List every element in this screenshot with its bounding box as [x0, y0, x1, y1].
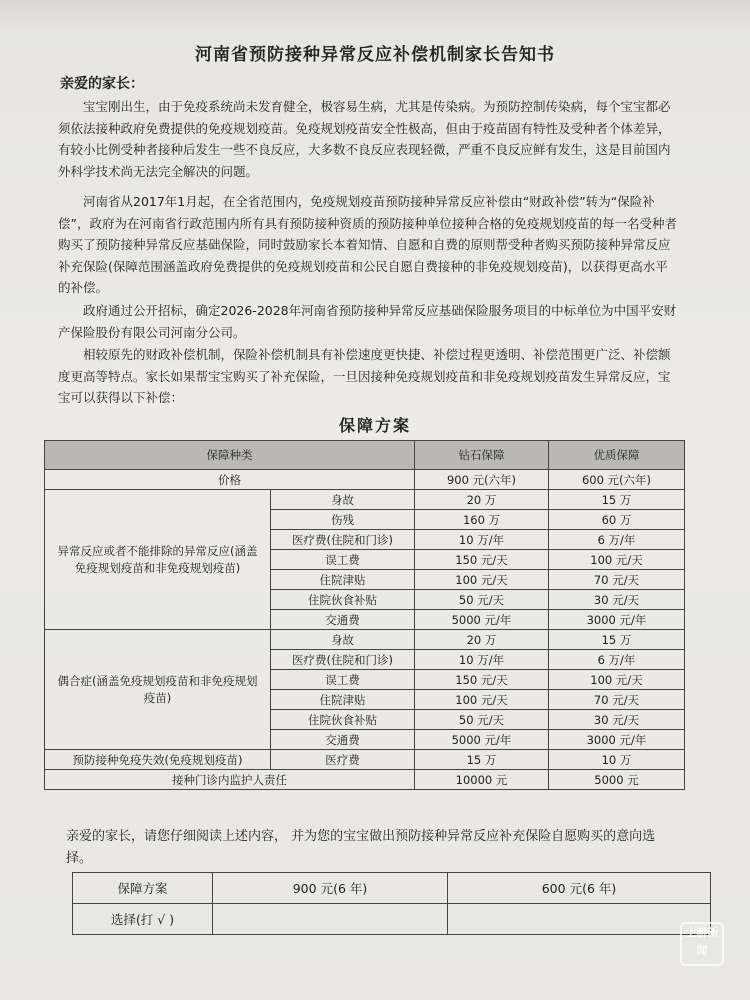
choice-option-900: 900 元(6 年) [213, 873, 448, 904]
liability-diamond: 10000 元 [415, 770, 549, 790]
row-quality: 70 元/天 [549, 570, 685, 590]
table-row-liability [45, 770, 685, 790]
choice-cell-900[interactable] [213, 904, 448, 935]
price-quality: 600 元(六年) [549, 470, 685, 490]
liability-label: 接种门诊内监护人责任 [45, 770, 415, 790]
failure-diamond: 15 万 [415, 750, 549, 770]
row-item: 交通费 [271, 730, 415, 750]
row-item: 伤残 [271, 510, 415, 530]
row-diamond: 100 元/天 [415, 690, 549, 710]
group-1-category: 异常反应或者不能排除的异常反应(涵盖免疫规划疫苗和非免疫规划疫苗) [45, 490, 271, 630]
row-diamond: 20 万 [415, 630, 549, 650]
row-diamond: 50 元/天 [415, 710, 549, 730]
paragraph-2: 河南省从2017年1月起，在全省范围内，免疫规划疫苗预防接种异常反应补偿由“财政补偿”转为“保险补偿”，政府为在河南省行政范围内所有具有预防接种资质的预防接种单位接种合格的免疫规划疫苗的每一名受种者购买了预防接种异常反应基础保险，同时鼓励家长本着知情、自愿和自费的原则帮受种者购买预防接种异常反应补充保险(保障范围涵盖政府免费提供的免疫规划疫苗和公民自愿自费接种的非免疫规划疫苗)，以获得更高水平的补偿。 [58, 194, 677, 295]
row-item: 住院津贴 [271, 690, 415, 710]
row-quality: 15 万 [549, 490, 685, 510]
table-row [45, 630, 685, 650]
choice-select-row [73, 904, 711, 935]
group-2-category: 偶合症(涵盖免疫规划疫苗和非免疫规划疫苗) [45, 630, 271, 750]
table-header-row [45, 441, 685, 470]
row-diamond: 160 万 [415, 510, 549, 530]
row-item: 住院津贴 [271, 570, 415, 590]
row-diamond: 10 万/年 [415, 530, 549, 550]
paragraph-4: 相较原先的财政补偿机制，保险补偿机制具有补偿速度更快捷、补偿过程更透明、补偿范围更广泛、补偿额度更高等特点。家长如果帮宝宝购买了补充保险，一旦因接种免疫规划疫苗和非免疫规划疫苗发生异常反应，宝宝可以获得以下补偿： [58, 347, 671, 405]
failure-item: 医疗费 [271, 750, 415, 770]
row-quality: 3000 元/年 [549, 730, 685, 750]
row-item: 住院伙食补贴 [271, 590, 415, 610]
row-item: 交通费 [271, 610, 415, 630]
news-watermark-logo: 上游新闻 [680, 922, 724, 966]
row-item: 医疗费(住院和门诊) [271, 530, 415, 550]
row-quality: 30 元/天 [549, 710, 685, 730]
table-row-failure [45, 750, 685, 770]
choice-option-600: 600 元(6 年) [448, 873, 711, 904]
row-item: 误工费 [271, 550, 415, 570]
paragraph-3: 政府通过公开招标，确定2026-2028年河南省预防接种异常反应基础保险服务项目的中标单位为中国平安财产保险股份有限公司河南分公司。 [58, 303, 677, 340]
paragraph-1: 宝宝刚出生，由于免疫系统尚未发育健全，极容易生病，尤其是传染病。为预防控制传染病，每个宝宝都必须依法接种政府免费提供的免疫规划疫苗。免疫规划疫苗安全性极高，但由于疫苗固有特性及受种者个体差异，有较小比例受种者接种后发生一些不良反应，大多数不良反应表现轻微，严重不良反应鲜有发生，这是目前国内外科学技术尚无法完全解决的问题。 [58, 99, 671, 179]
choice-header-row [73, 873, 711, 904]
row-quality: 60 万 [549, 510, 685, 530]
row-item: 住院伙食补贴 [271, 710, 415, 730]
row-quality: 6 万/年 [549, 650, 685, 670]
row-diamond: 5000 元/年 [415, 730, 549, 750]
choice-select-label: 选择(打 √ ) [73, 904, 213, 935]
plan-title: 保障方案 [338, 416, 411, 435]
row-quality: 100 元/天 [549, 550, 685, 570]
row-diamond: 50 元/天 [415, 590, 549, 610]
row-diamond: 5000 元/年 [415, 610, 549, 630]
row-item: 身故 [271, 630, 415, 650]
header-diamond: 钻石保障 [415, 441, 549, 470]
price-label: 价格 [45, 470, 415, 490]
choice-cell-600[interactable] [448, 904, 711, 935]
document-title: 河南省预防接种异常反应补偿机制家长告知书 [195, 45, 555, 65]
row-diamond: 10 万/年 [415, 650, 549, 670]
row-item: 医疗费(住院和门诊) [271, 650, 415, 670]
row-diamond: 150 元/天 [415, 670, 549, 690]
greeting: 亲爱的家长： [60, 76, 144, 92]
row-quality: 15 万 [549, 630, 685, 650]
table-row [45, 490, 685, 510]
footer-note: 亲爱的家长，请您仔细阅读上述内容， 并为您的宝宝做出预防接种异常反应补充保险自愿购买的意向选择。 [66, 829, 656, 866]
row-quality: 70 元/天 [549, 690, 685, 710]
row-quality: 30 元/天 [549, 590, 685, 610]
choice-plan-label: 保障方案 [73, 873, 213, 904]
price-diamond: 900 元(六年) [415, 470, 549, 490]
failure-quality: 10 万 [549, 750, 685, 770]
choice-table [72, 872, 711, 935]
liability-quality: 5000 元 [549, 770, 685, 790]
row-diamond: 20 万 [415, 490, 549, 510]
row-diamond: 150 元/天 [415, 550, 549, 570]
header-quality: 优质保障 [549, 441, 685, 470]
paper-top-edge [0, 0, 750, 32]
row-item: 误工费 [271, 670, 415, 690]
row-quality: 6 万/年 [549, 530, 685, 550]
row-quality: 100 元/天 [549, 670, 685, 690]
row-quality: 3000 元/年 [549, 610, 685, 630]
row-item: 身故 [271, 490, 415, 510]
coverage-plan-table [44, 440, 685, 790]
header-category: 保障种类 [45, 441, 415, 470]
table-row-price [45, 470, 685, 490]
failure-category: 预防接种免疫失效(免疫规划疫苗) [45, 750, 271, 770]
row-diamond: 100 元/天 [415, 570, 549, 590]
